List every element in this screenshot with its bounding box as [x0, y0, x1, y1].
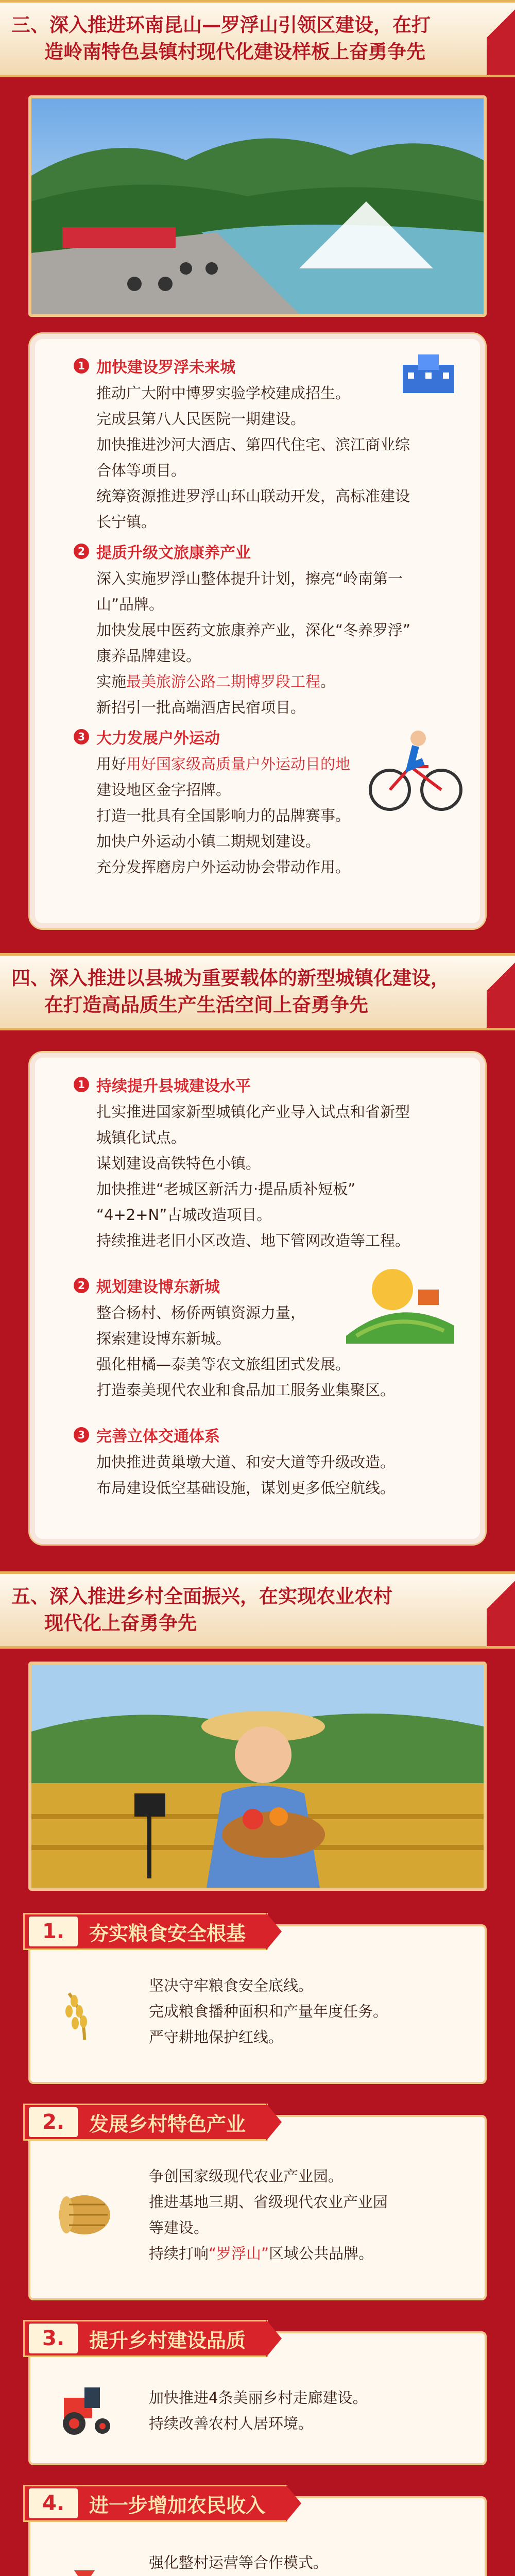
farmer-photo	[28, 1662, 487, 1891]
item-line: 加快发展中医药文旅康养产业，深化“冬养罗浮”	[96, 621, 411, 639]
item-line: “4+2+N”古城改造项目。	[96, 1206, 272, 1224]
sec4-title-band	[0, 953, 515, 1030]
item-line: 加快推进沙河大酒店、第四代住宅、滨江商业综	[96, 436, 410, 453]
item-heading: 持续提升县城建设水平	[96, 1077, 251, 1095]
sec5-block-4	[28, 2492, 487, 2576]
block-line: 持续改善农村人居环境。	[149, 2415, 314, 2432]
block-line: 强化整村运营等合作模式。	[149, 2554, 329, 2571]
number-badge: 3	[74, 729, 89, 744]
number-badge: 2	[74, 1278, 89, 1293]
item-line: 谋划建设高铁特色小镇。	[96, 1155, 261, 1172]
item-line: 康养品牌建设。	[96, 647, 201, 665]
sec3-title: 三、深入推进环南昆山—罗浮山引领区建设，在打 造岭南特色县镇村现代化建设样板上奋勇争先	[11, 14, 431, 63]
ribbon-decoration	[487, 1574, 515, 1646]
sec3-item-2	[74, 540, 470, 720]
money-bag-icon	[54, 2555, 115, 2576]
number-badge: 1	[74, 358, 89, 374]
number-badge: 2	[74, 544, 89, 559]
item-heading: 提质升级文旅康养产业	[96, 544, 251, 562]
item-line: 合体等项目。	[96, 462, 186, 479]
cycling-scene-illustration	[31, 98, 484, 314]
item-line: 整合杨村、杨侨两镇资源力量，	[96, 1304, 306, 1321]
farmland-icon	[341, 1259, 459, 1346]
sec3-card	[28, 332, 487, 930]
item-heading: 加快建设罗浮未来城	[96, 359, 235, 377]
sec5-block-3	[28, 2327, 487, 2465]
item-line: 加快推进黄巢墩大道、和安大道等升级改造。	[96, 1453, 396, 1471]
item-line: 探索建设博东新城。	[96, 1330, 231, 1347]
ribbon-decoration	[487, 956, 515, 1028]
item-line: 实施最美旅游公路二期博罗段工程。	[96, 673, 336, 690]
sec4-card	[28, 1051, 487, 1546]
block-line: 推进基地三期、省级现代农业产业园	[149, 2193, 388, 2211]
item-line: 充分发挥磨房户外运动协会带动作用。	[96, 858, 351, 876]
sec5-title-band	[0, 1571, 515, 1649]
item-heading: 完善立体交通体系	[96, 1428, 220, 1446]
sec4-title: 四、深入推进以县城为重要载体的新型城镇化建设， 在打造高品质生产生活空间上奋勇争先	[11, 967, 450, 1016]
item-line: 扎实推进国家新型城镇化产业导入试点和省新型	[96, 1103, 410, 1121]
block-line: 争创国家级现代农业产业园。	[149, 2167, 344, 2185]
school-building-icon	[398, 349, 459, 396]
item-heading: 大力发展户外运动	[96, 730, 220, 748]
sec3-title-band	[0, 0, 515, 77]
item-line: 山”品牌。	[96, 596, 164, 613]
cycling-race-photo	[28, 95, 487, 317]
block-line: 坚决守牢粮食安全底线。	[149, 1977, 314, 1994]
block-tag: 4. 进一步增加农民收入	[23, 2485, 287, 2522]
number-badge: 3	[74, 1427, 89, 1443]
number-badge: 1	[74, 1077, 89, 1092]
item-line: 新招引一批高端酒店民宿项目。	[96, 699, 306, 716]
farmer-illustration	[31, 1665, 484, 1888]
hay-bale-icon	[54, 2184, 115, 2246]
block-tag: 1. 夯实粮食安全根基	[23, 1913, 268, 1950]
item-line: 建设地区金字招牌。	[96, 781, 231, 799]
block-line: 持续打响“罗浮山”区域公共品牌。	[149, 2245, 374, 2262]
sec4-item-1	[74, 1073, 470, 1253]
block-line: 加快推进4条美丽乡村走廊建设。	[149, 2389, 368, 2406]
item-line: 强化柑橘—泰美等农文旅组团式发展。	[96, 1355, 351, 1373]
tractor-icon	[54, 2377, 115, 2439]
item-line: 打造一批具有全国影响力的品牌赛事。	[96, 807, 351, 824]
block-line: 等建设。	[149, 2219, 209, 2236]
item-line: 用好用好国家级高质量户外运动目的地	[96, 755, 351, 773]
block-line: 完成粮食播种面积和产量年度任务。	[149, 2003, 388, 2020]
item-line: 推动广大附中博罗实验学校建成招生。	[96, 384, 351, 402]
item-line: 统筹资源推进罗浮山环山联动开发，高标准建设	[96, 487, 410, 505]
item-line: 完成县第八人民医院一期建设。	[96, 410, 306, 428]
item-line: 持续推进老旧小区改造、地下管网改造等工程。	[96, 1232, 410, 1249]
item-heading: 规划建设博东新城	[96, 1278, 220, 1296]
item-line: 加快推进“老城区新活力·提品质补短板”	[96, 1180, 356, 1198]
item-line: 城镇化试点。	[96, 1129, 186, 1146]
sec4-item-3	[74, 1423, 470, 1501]
sec5-block-1	[28, 1920, 487, 2084]
item-line: 长宁镇。	[96, 513, 157, 531]
sec3-item-3	[74, 725, 470, 880]
item-line: 打造泰美现代农业和食品加工服务业集聚区。	[96, 1381, 396, 1399]
ribbon-decoration	[487, 3, 515, 75]
sec5-block-2	[28, 2110, 487, 2300]
block-line: 严守耕地保护红线。	[149, 2028, 284, 2046]
rice-icon	[54, 1983, 115, 2045]
item-line: 深入实施罗浮山整体提升计划，擦亮“岭南第一	[96, 570, 403, 587]
block-tag: 2. 发展乡村特色产业	[23, 2104, 268, 2141]
item-line: 加快户外运动小镇二期规划建设。	[96, 833, 321, 850]
block-tag: 3. 提升乡村建设品质	[23, 2320, 268, 2357]
item-line: 布局建设低空基础设施，谋划更多低空航线。	[96, 1479, 396, 1497]
sec5-title: 五、深入推进乡村全面振兴，在实现农业农村 现代化上奋勇争先	[11, 1585, 392, 1634]
